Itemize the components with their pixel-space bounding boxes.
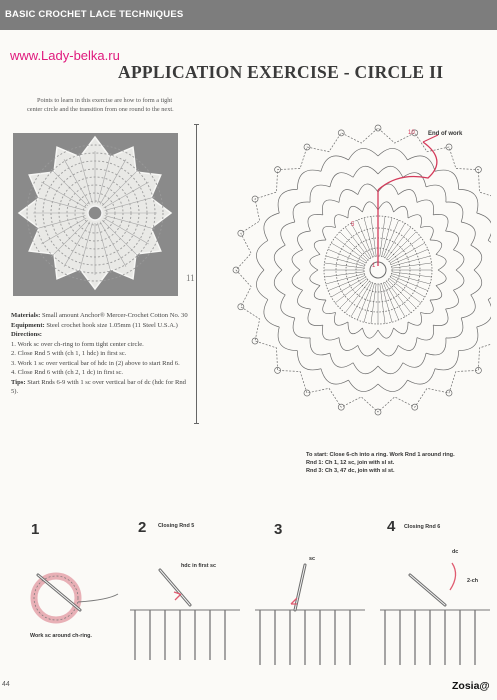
chart-chain-loop: [394, 322, 408, 334]
chart-chain-loop: [459, 327, 478, 351]
page-title: APPLICATION EXERCISE - CIRCLE II: [118, 62, 444, 82]
chart-stitch: [392, 272, 432, 277]
tips-row: [11, 378, 191, 397]
chart-chain-loop: [323, 300, 336, 314]
chart-chain-loop: [433, 214, 448, 231]
chart-stitch: [364, 218, 374, 257]
chart-chain-loop: [278, 189, 297, 213]
chart-chain-loop: [348, 322, 362, 334]
chart-stitch: [371, 216, 376, 256]
chart-chain-loop: [334, 215, 348, 228]
caption-line: To start: Close 6-ch into a ring. Work Rnd 1 around ring.: [306, 452, 455, 458]
chart-chain-loop: [378, 148, 408, 159]
chart-chain-loop: [378, 184, 398, 195]
chart-chain-loop: [461, 222, 475, 245]
chart-chain-loop: [362, 328, 378, 338]
chart-chain-loop: [321, 156, 348, 171]
chart-chain-loop: [408, 369, 435, 384]
step-2-caption: hdc in first sc: [181, 563, 217, 569]
chart-chain-loop: [274, 270, 285, 295]
hook-icon: [410, 575, 445, 605]
chart-chain-loop: [310, 270, 320, 286]
size-label: 11: [186, 273, 195, 283]
step-3-caption: sc: [309, 556, 315, 562]
step-4-label: Closing Rnd 6: [404, 524, 441, 530]
step-3-number: 3: [274, 521, 283, 538]
round-1-label: 1: [372, 263, 376, 269]
size-tick-top: [194, 124, 199, 125]
chart-stitch: [326, 256, 365, 266]
chart-chain-loop: [348, 380, 378, 391]
chart-chain-loop: [408, 156, 435, 171]
chart-chain-loop: [330, 173, 353, 187]
size-indicator-line: [196, 124, 197, 424]
chart-chain-loop: [420, 226, 433, 240]
hook-icon: [295, 565, 305, 610]
chart-chain-loop: [339, 189, 358, 202]
chart-chain-loop: [420, 300, 433, 314]
chart-chain-loop: [297, 351, 321, 370]
chart-red-path: [378, 142, 437, 190]
chart-chain-loop: [459, 189, 478, 213]
arrow-icon: [450, 563, 456, 590]
chart-chain-loop: [488, 270, 491, 300]
chart-chain-loop: [398, 338, 417, 351]
materials-text: Small amount Anchor® Mercer-Crochet Cotton No. 30: [41, 312, 188, 319]
chart-chain-loop: [477, 300, 491, 327]
crochet-chart: [229, 120, 491, 445]
watermark-link[interactable]: www.Lady-belka.ru: [10, 48, 120, 63]
doily-photo: [13, 133, 178, 296]
chart-chain-loop: [378, 166, 403, 177]
chart-chain-loop: [446, 231, 459, 250]
chart-chain-loop: [471, 270, 482, 295]
chart-chain-loop: [436, 270, 446, 286]
chart-chain-loop: [310, 338, 330, 355]
chart-chain-loop: [292, 250, 303, 270]
chart-chain-loop: [353, 166, 378, 177]
chart-chain-loop: [453, 270, 464, 290]
chart-chain-loop: [446, 202, 463, 222]
section-title: BASIC CROCHET LACE TECHNIQUES: [5, 9, 184, 20]
equipment-text: Steel crochet hook size 1.05mm (11 Steel U.S.A.): [46, 321, 178, 329]
chart-chain-loop: [264, 300, 279, 327]
direction-step: 3. Work 1 sc over vertical bar of hdc in (2) above to start Rnd 6.: [11, 359, 180, 367]
chart-chain-loop: [446, 290, 459, 309]
step-1-yarn: [78, 594, 118, 602]
directions-label: Directions:: [11, 331, 43, 339]
chart-stitch: [392, 256, 431, 266]
crochet-chart-svg: [229, 120, 491, 440]
chart-chain-loop: [433, 309, 448, 326]
caption-line: Rnd 1: Ch 1, 12 sc, join with sl st.: [306, 459, 395, 466]
direction-step: 4. Close Rnd 6 with (ch 2, 1 dc) in first sc.: [11, 369, 124, 377]
equipment-label: Equipment:: [11, 321, 45, 329]
step-1-caption: Work sc around ch-ring.: [30, 633, 92, 639]
materials-label: Materials:: [11, 312, 41, 319]
chart-stitch: [380, 216, 385, 256]
equipment-row: [11, 321, 191, 331]
chart-chain-loop: [417, 200, 434, 215]
step-1-number: 1: [31, 521, 40, 538]
size-tick-bottom: [194, 423, 199, 424]
chart-chain-loop: [426, 338, 446, 355]
chart-chain-loop: [308, 309, 323, 326]
chart-chain-loop: [323, 226, 336, 240]
step-2-label: Closing Rnd 5: [158, 523, 195, 529]
chart-chain-loop: [378, 363, 403, 374]
chart-chain-loop: [403, 353, 426, 367]
chart-chain-loop: [274, 245, 285, 270]
chart-chain-loop: [362, 202, 378, 212]
chart-chain-loop: [378, 380, 408, 391]
chart-chain-loop: [403, 173, 426, 187]
chart-chain-loop: [461, 295, 475, 318]
chart-chain-loop: [408, 312, 422, 325]
chart-chain-loop: [398, 189, 417, 202]
chart-stitch: [326, 274, 365, 284]
chart-chain-loop: [435, 351, 459, 370]
step-4-number: 4: [387, 518, 396, 535]
chart-chain-loop: [430, 240, 442, 254]
step-4-caption-2: 2-ch: [467, 578, 479, 584]
step-2-number: 2: [138, 519, 147, 536]
chart-chain-loop: [278, 327, 297, 351]
chart-chain-loop: [292, 270, 303, 290]
chart-stitch: [324, 272, 364, 277]
section-header-band: [0, 0, 497, 30]
chart-chain-loop: [378, 202, 394, 212]
chart-stitch: [382, 218, 392, 257]
chart-chain-loop: [322, 325, 339, 340]
chart-chain-loop: [446, 318, 463, 338]
signature-text: Zosia@: [452, 680, 490, 692]
chart-chain-loop: [339, 338, 358, 351]
chart-chain-loop: [314, 240, 326, 254]
round-5-label: 5: [351, 222, 355, 228]
chart-chain-loop: [321, 369, 348, 384]
chart-chain-loop: [322, 200, 339, 215]
chart-chain-loop: [256, 240, 267, 270]
chart-chain-loop: [417, 325, 434, 340]
chart-chain-loop: [330, 353, 353, 367]
chart-chain-loop: [293, 318, 310, 338]
intro-paragraph: Points to learn in this exercise are how to form a tight center circle and the transition from one round to the next.: [27, 97, 174, 114]
step-4-illustration: [380, 545, 495, 675]
chart-chain-loop: [314, 286, 326, 300]
chart-chain-loop: [281, 295, 295, 318]
chart-chain-loop: [426, 185, 446, 202]
caption-line: Rnd 3: Ch 3, 47 dc, join with sl st.: [306, 467, 395, 474]
chart-chain-loop: [308, 214, 323, 231]
chart-stitch: [371, 284, 376, 324]
chart-stitch: [380, 284, 385, 324]
chart-chain-loop: [297, 170, 321, 189]
chart-chain-loop: [477, 213, 491, 240]
chart-chain-loop: [453, 250, 464, 270]
chart-picot: [338, 130, 344, 136]
chart-chain-loop: [430, 286, 442, 300]
page-number: 44: [2, 681, 10, 688]
chart-picot: [375, 125, 381, 131]
chart-chain-loop: [488, 240, 491, 270]
direction-step: 1. Work sc over ch-ring to form tight center circle.: [11, 340, 144, 348]
chart-stitch: [392, 274, 431, 284]
chart-chain-loop: [435, 170, 459, 189]
chart-picot: [252, 338, 258, 344]
chart-chain-loop: [297, 231, 310, 250]
chart-chain-loop: [358, 184, 378, 195]
direction-step: 2. Close Rnd 5 with (ch 1, 1 hdc) in first sc.: [11, 350, 127, 358]
chart-stitch: [382, 284, 392, 323]
chart-stitch: [324, 263, 364, 268]
chart-chain-loop: [348, 148, 378, 159]
chart-chain-loop: [378, 328, 394, 338]
chart-caption: [306, 452, 486, 475]
doily-photo-image: [13, 133, 178, 296]
chart-chain-loop: [264, 213, 279, 240]
chart-chain-loop: [348, 206, 362, 218]
chart-stitch: [392, 263, 432, 268]
instructions-block: [11, 311, 191, 397]
chart-stitch: [364, 284, 374, 323]
chart-chain-loop: [334, 312, 348, 325]
chart-chain-loop: [358, 345, 378, 356]
chart-chain-loop: [310, 185, 330, 202]
step-3-illustration: [255, 550, 365, 675]
chart-chain-loop: [471, 245, 482, 270]
chart-chain-loop: [293, 202, 310, 222]
chart-chain-loop: [281, 222, 295, 245]
end-of-work-label: End of work: [428, 131, 463, 137]
materials-row: [11, 311, 191, 321]
chart-chain-loop: [378, 345, 398, 356]
chart-chain-loop: [436, 254, 446, 270]
step-4-caption: dc: [452, 549, 459, 555]
chart-chain-loop: [310, 254, 320, 270]
chart-chain-loop: [353, 363, 378, 374]
tips-text: Start Rnds 6-9 with 1 sc over vertical bar of dc (hdc for Rnd 5).: [11, 378, 186, 396]
doily-center: [88, 206, 102, 220]
chart-picot: [238, 304, 244, 310]
tips-label: Tips:: [11, 378, 26, 386]
chart-chain-loop: [394, 206, 408, 218]
chart-chain-loop: [297, 290, 310, 309]
round-10-label: 10: [408, 130, 415, 136]
intro-text: [27, 96, 187, 114]
chart-chain-loop: [256, 270, 267, 300]
chart-chain-loop: [408, 215, 422, 228]
